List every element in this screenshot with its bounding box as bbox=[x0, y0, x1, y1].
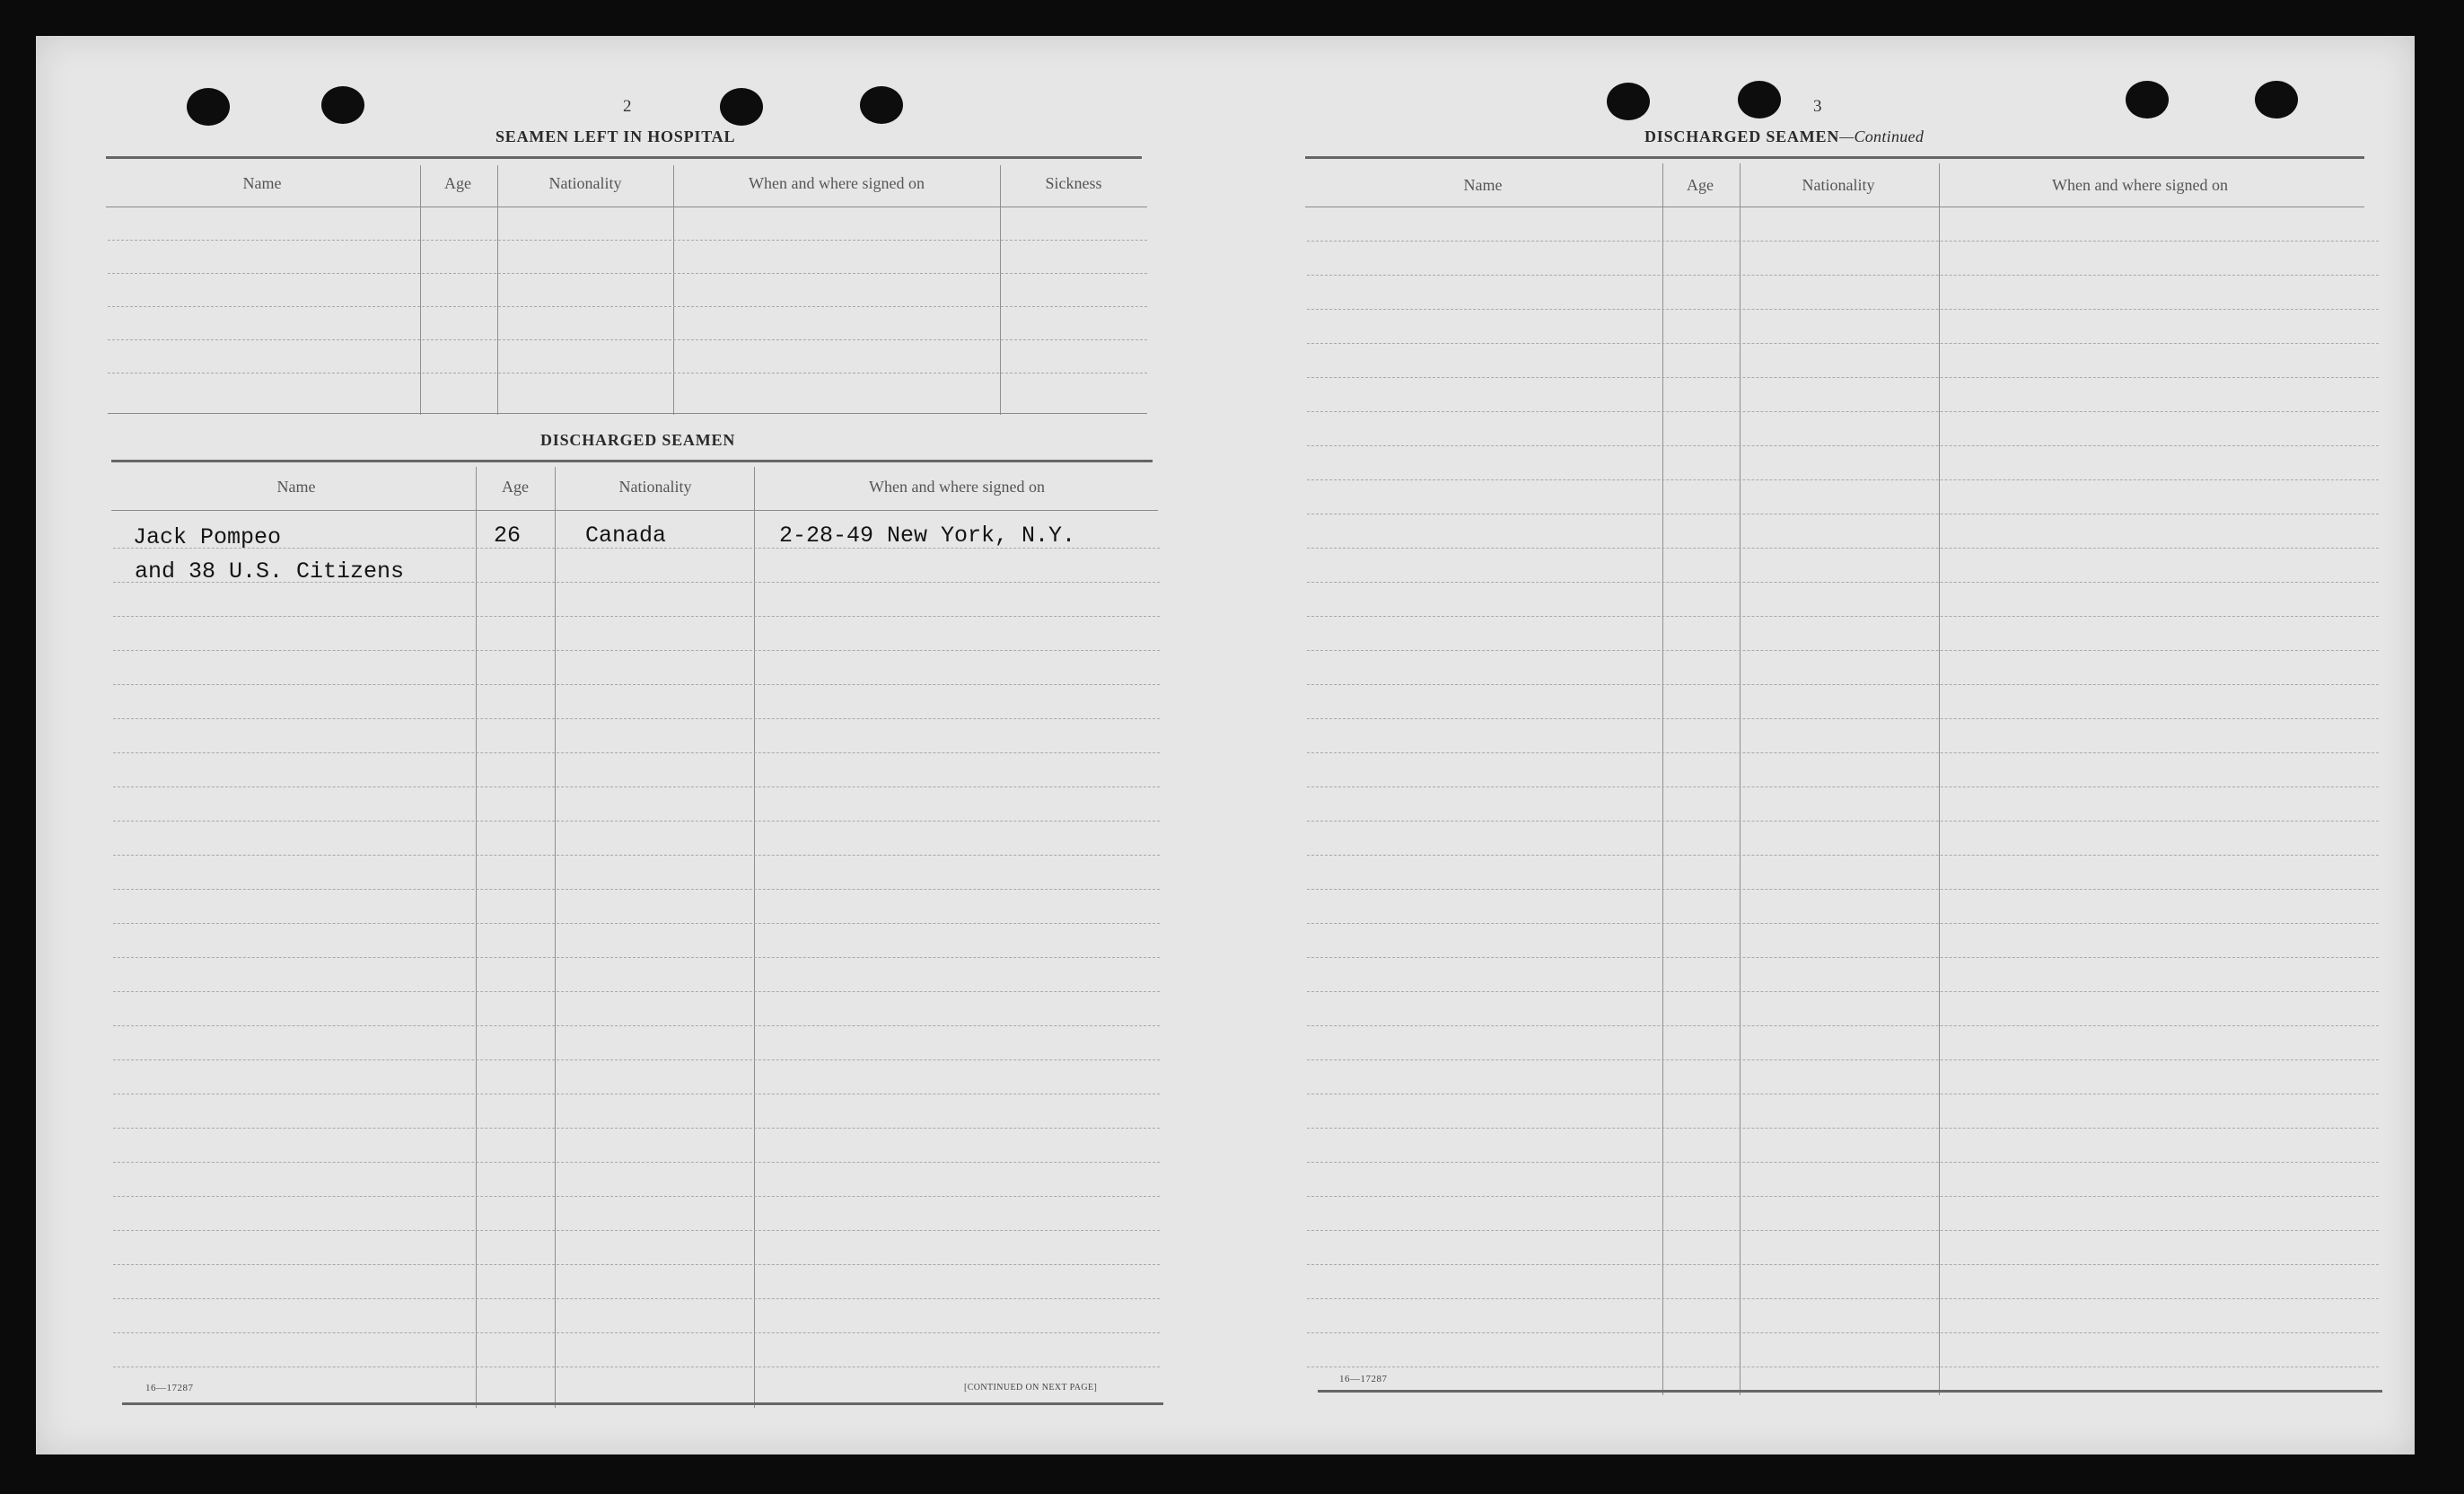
table-bottom-rule bbox=[1318, 1390, 2382, 1393]
ruled-line bbox=[113, 616, 1160, 617]
column-divider bbox=[497, 165, 498, 415]
page-number: 3 bbox=[1813, 97, 1822, 116]
column-divider bbox=[1662, 163, 1663, 1395]
column-header-signed-on: When and where signed on bbox=[2052, 176, 2228, 194]
hospital-table-title: SEAMEN LEFT IN HOSPITAL bbox=[495, 127, 736, 145]
continued-note: [CONTINUED ON NEXT PAGE] bbox=[964, 1383, 1098, 1393]
page-number: 2 bbox=[623, 97, 632, 116]
ruled-line bbox=[113, 821, 1160, 822]
ruled-line bbox=[1307, 684, 2379, 685]
ruled-line bbox=[1307, 991, 2379, 992]
column-header-age: Age bbox=[1687, 176, 1714, 194]
form-number: 16—17287 bbox=[1339, 1374, 1388, 1384]
ruled-line bbox=[113, 1264, 1160, 1265]
form-number: 16—17287 bbox=[145, 1383, 194, 1393]
discharged-table-title: DISCHARGED SEAMEN bbox=[540, 431, 736, 449]
ruled-line bbox=[108, 273, 1147, 274]
table-top-rule bbox=[1305, 156, 2364, 159]
ruled-line bbox=[113, 718, 1160, 719]
ruled-line bbox=[1307, 718, 2379, 719]
ruled-line bbox=[1307, 650, 2379, 651]
ruled-line bbox=[1307, 923, 2379, 924]
ruled-line bbox=[113, 923, 1160, 924]
ruled-line bbox=[113, 1230, 1160, 1231]
ruled-line bbox=[113, 1196, 1160, 1197]
column-header-sickness: Sickness bbox=[1045, 174, 1102, 192]
ruled-line bbox=[1307, 821, 2379, 822]
ruled-line bbox=[1307, 889, 2379, 890]
title-continued: —Continued bbox=[1839, 127, 1925, 145]
column-divider bbox=[476, 467, 477, 1408]
column-divider bbox=[1000, 165, 1001, 415]
ruled-line bbox=[1307, 582, 2379, 583]
punch-hole bbox=[720, 88, 763, 126]
entry-name: Jack Pompeo bbox=[133, 524, 282, 550]
ruled-line bbox=[1307, 241, 2379, 242]
column-header-signed-on: When and where signed on bbox=[869, 478, 1045, 496]
entry-age: 26 bbox=[494, 523, 522, 549]
ruled-line bbox=[108, 339, 1147, 340]
column-divider bbox=[754, 467, 755, 1408]
ruled-line bbox=[1307, 1230, 2379, 1231]
title-main: DISCHARGED SEAMEN bbox=[1644, 127, 1840, 145]
punch-hole bbox=[2255, 81, 2298, 119]
ruled-line bbox=[1307, 445, 2379, 446]
ruled-line bbox=[108, 306, 1147, 307]
ruled-line bbox=[108, 373, 1147, 374]
column-divider bbox=[1939, 163, 1940, 1395]
record-sheet bbox=[36, 36, 2415, 1454]
ruled-line bbox=[113, 957, 1160, 958]
column-header-nationality: Nationality bbox=[1802, 176, 1875, 194]
column-header-name: Name bbox=[242, 174, 282, 192]
punch-hole bbox=[2126, 81, 2169, 119]
ruled-line bbox=[113, 1025, 1160, 1026]
table-bottom-rule bbox=[108, 413, 1147, 414]
ruled-line bbox=[113, 1128, 1160, 1129]
ruled-line bbox=[1307, 548, 2379, 549]
ruled-line bbox=[1307, 377, 2379, 378]
ruled-line bbox=[1307, 1332, 2379, 1333]
table-top-rule bbox=[111, 460, 1153, 462]
ruled-line bbox=[113, 1059, 1160, 1060]
column-header-age: Age bbox=[444, 174, 471, 192]
ruled-line bbox=[113, 855, 1160, 856]
ruled-line bbox=[1307, 1025, 2379, 1026]
punch-hole bbox=[321, 86, 364, 124]
column-header-nationality: Nationality bbox=[618, 478, 692, 496]
ruled-line bbox=[1307, 957, 2379, 958]
ruled-line bbox=[113, 650, 1160, 651]
column-header-name: Name bbox=[276, 478, 316, 496]
column-divider bbox=[420, 165, 421, 415]
ruled-line bbox=[113, 684, 1160, 685]
ruled-line bbox=[1307, 1059, 2379, 1060]
ruled-line bbox=[1307, 1298, 2379, 1299]
ruled-line bbox=[113, 991, 1160, 992]
column-header-age: Age bbox=[502, 478, 529, 496]
ruled-line bbox=[1307, 309, 2379, 310]
table-header-rule bbox=[111, 510, 1158, 511]
discharged-continued-title bbox=[1644, 127, 1924, 146]
column-header-signed-on: When and where signed on bbox=[749, 174, 925, 192]
ruled-line bbox=[1307, 343, 2379, 344]
punch-hole bbox=[1607, 83, 1650, 120]
ruled-line bbox=[113, 1332, 1160, 1333]
ruled-line bbox=[1307, 1162, 2379, 1163]
ruled-line bbox=[1307, 752, 2379, 753]
column-divider bbox=[673, 165, 674, 415]
punch-hole bbox=[187, 88, 230, 126]
table-top-rule bbox=[106, 156, 1142, 159]
ruled-line bbox=[1307, 855, 2379, 856]
ruled-line bbox=[113, 752, 1160, 753]
ruled-line bbox=[113, 889, 1160, 890]
ruled-line bbox=[1307, 275, 2379, 276]
ruled-line bbox=[113, 1162, 1160, 1163]
entry-signed-on: 2-28-49 New York, N.Y. bbox=[779, 523, 1076, 549]
column-header-nationality: Nationality bbox=[548, 174, 622, 192]
punch-hole bbox=[860, 86, 903, 124]
ruled-line bbox=[1307, 616, 2379, 617]
punch-hole bbox=[1738, 81, 1781, 119]
entry-name: and 38 U.S. Citizens bbox=[135, 558, 405, 584]
ruled-line bbox=[1307, 1128, 2379, 1129]
entry-nationality: Canada bbox=[585, 523, 667, 549]
table-bottom-rule bbox=[122, 1402, 1163, 1405]
column-divider bbox=[1740, 163, 1741, 1395]
ruled-line bbox=[1307, 1264, 2379, 1265]
ruled-line bbox=[1307, 411, 2379, 412]
column-divider bbox=[555, 467, 556, 1408]
column-header-name: Name bbox=[1463, 176, 1503, 194]
ruled-line bbox=[1307, 1196, 2379, 1197]
ruled-line bbox=[113, 1298, 1160, 1299]
ruled-line bbox=[1307, 479, 2379, 480]
ruled-line bbox=[108, 240, 1147, 241]
